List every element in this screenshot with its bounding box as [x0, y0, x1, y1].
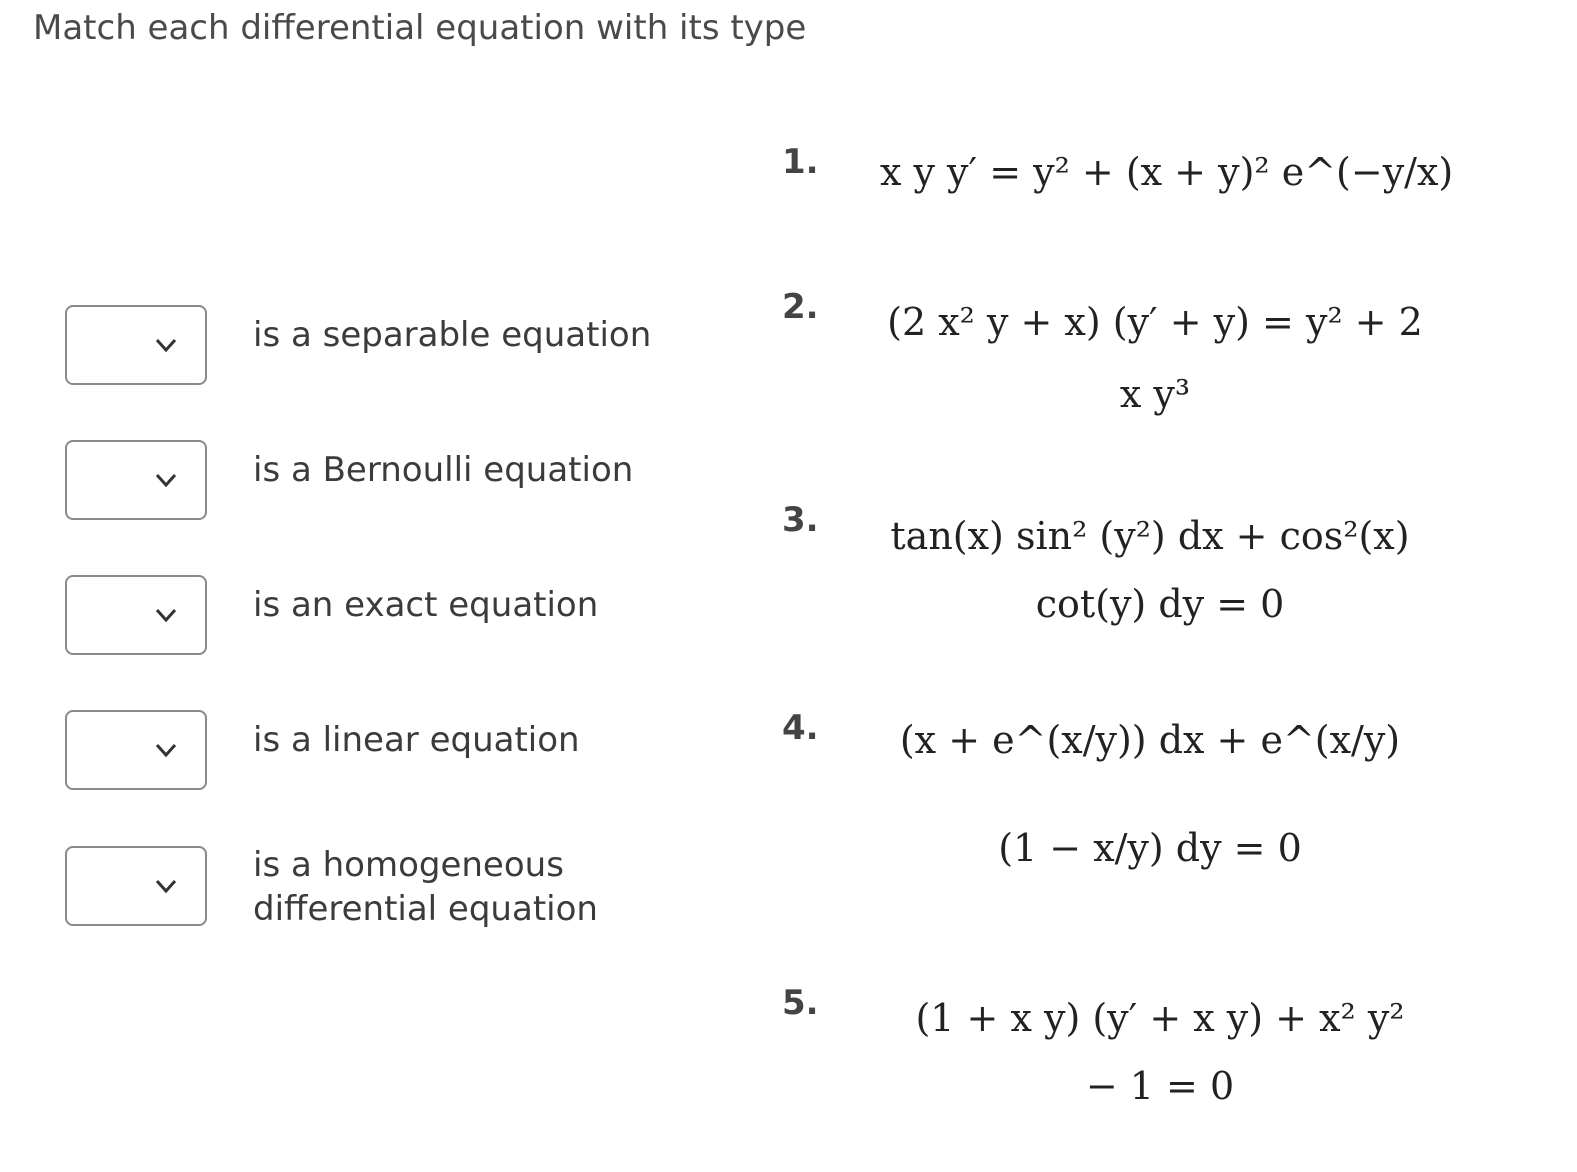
equation-3-line-2: cot(y) dy = 0: [1035, 582, 1285, 626]
match-label-exact: is an exact equation: [253, 585, 599, 625]
equation-number-1: 1.: [782, 142, 819, 182]
type-select-3[interactable]: [65, 575, 207, 655]
match-label-separable: is a separable equation: [253, 315, 652, 355]
chevron-down-icon: [152, 601, 180, 629]
equation-number-5: 5.: [782, 983, 819, 1023]
type-select-2[interactable]: [65, 440, 207, 520]
equation-2-line-2: x y³: [1119, 372, 1191, 416]
equation-number-3: 3.: [782, 500, 819, 540]
chevron-down-icon: [152, 331, 180, 359]
match-label-linear: is a linear equation: [253, 720, 580, 760]
equation-1-line-1: x y y′ = y² + (x + y)² e^(−y/x): [880, 150, 1454, 194]
equation-number-4: 4.: [782, 708, 819, 748]
equation-2-line-1: (2 x² y + x) (y′ + y) = y² + 2: [887, 300, 1423, 344]
equation-4-line-2: (1 − x/y) dy = 0: [998, 826, 1302, 870]
type-select-5[interactable]: [65, 846, 207, 926]
chevron-down-icon: [152, 872, 180, 900]
type-select-1[interactable]: [65, 305, 207, 385]
equation-number-2: 2.: [782, 287, 819, 327]
page-title: Match each differential equation with its type: [33, 8, 807, 48]
match-label-homogeneous: is a homogeneous differential equation: [253, 845, 598, 929]
equation-5-line-1: (1 + x y) (y′ + x y) + x² y²: [915, 996, 1405, 1040]
chevron-down-icon: [152, 736, 180, 764]
equation-4-line-1: (x + e^(x/y)) dx + e^(x/y): [899, 718, 1401, 762]
equation-5-line-2: − 1 = 0: [1085, 1064, 1235, 1108]
chevron-down-icon: [152, 466, 180, 494]
match-label-bernoulli: is a Bernoulli equation: [253, 450, 634, 490]
equation-3-line-1: tan(x) sin² (y²) dx + cos²(x): [890, 514, 1410, 558]
type-select-4[interactable]: [65, 710, 207, 790]
